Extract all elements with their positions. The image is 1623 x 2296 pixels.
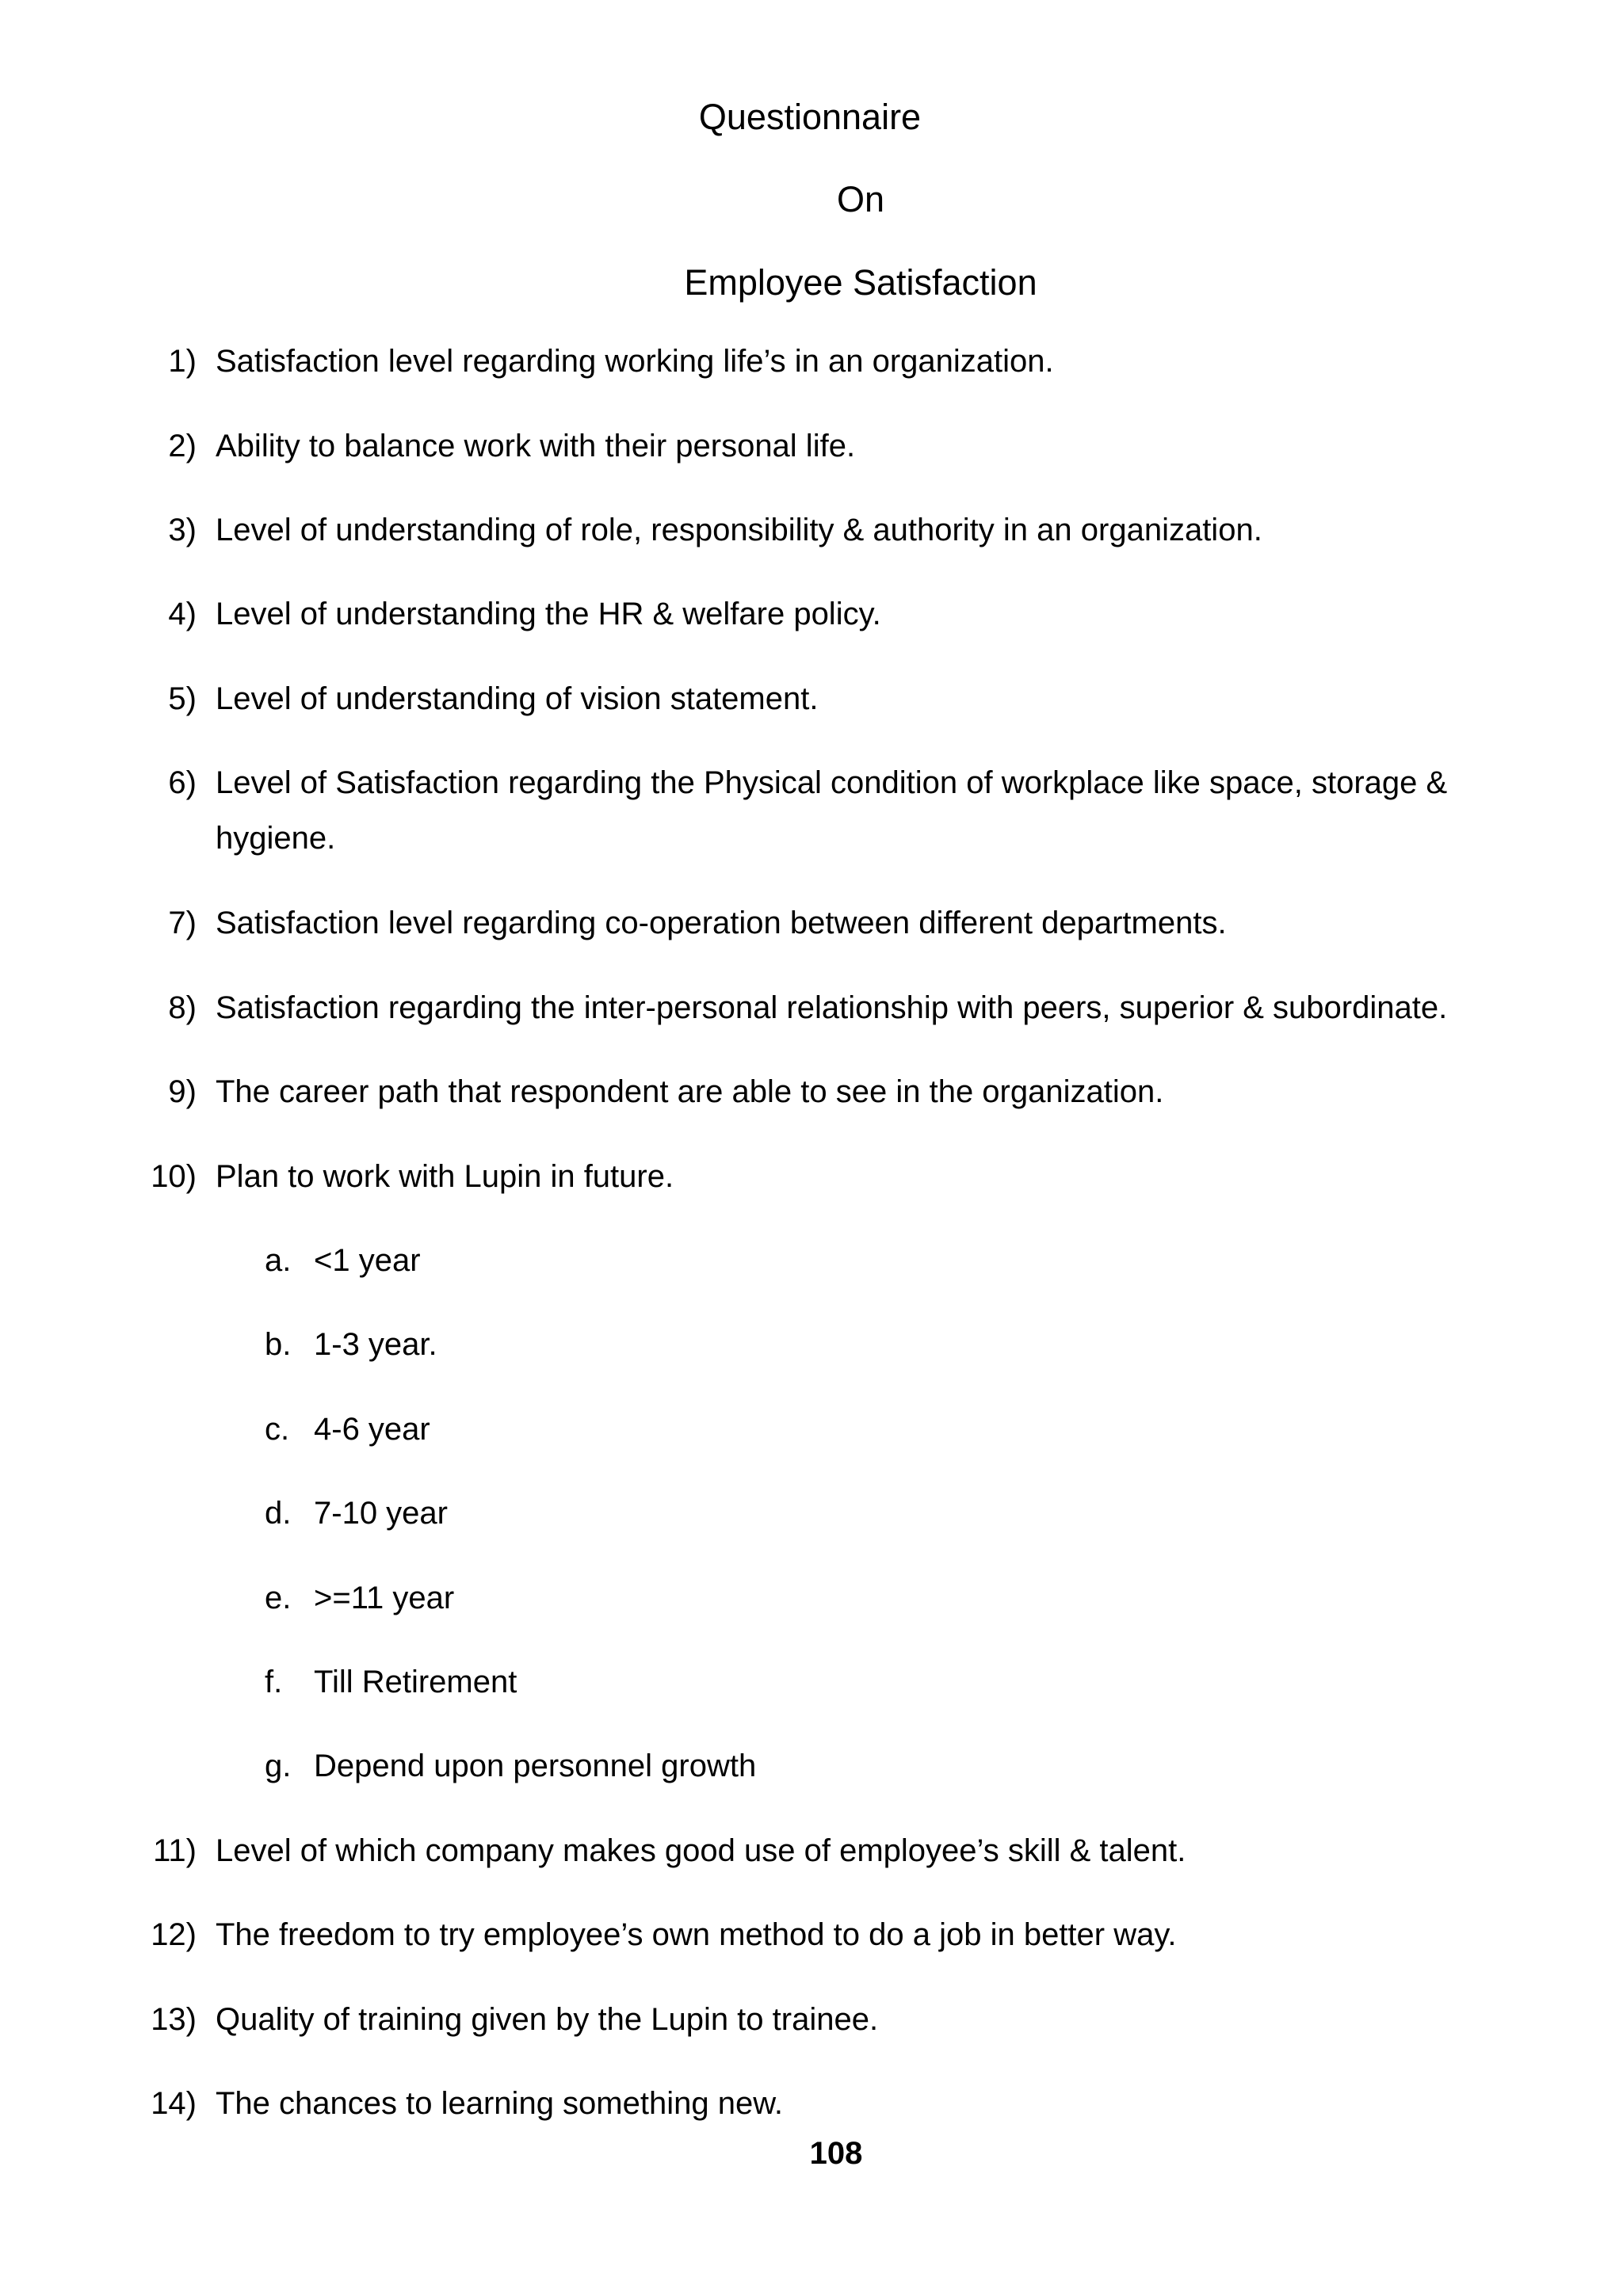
option-letter: e.	[265, 1581, 292, 1615]
question-number: 1)	[168, 344, 197, 379]
question-number: 10)	[151, 1159, 197, 1194]
title-on: On	[836, 179, 885, 219]
option-text: <1 year	[314, 1243, 421, 1278]
title-employee-satisfaction: Employee Satisfaction	[684, 262, 1037, 303]
option-text: 7-10 year	[314, 1496, 448, 1531]
question-text: The freedom to try employee’s own method to do a job in better way.	[216, 1917, 1177, 1952]
option-letter: b.	[265, 1327, 292, 1362]
question-text: Level of understanding of vision statement.	[216, 681, 819, 716]
option-letter: d.	[265, 1496, 292, 1531]
question-text: Satisfaction regarding the inter-personal relationship with peers, superior & subordinate.	[216, 990, 1448, 1025]
question-text: Ability to balance work with their personal life.	[216, 429, 856, 463]
option-letter: g.	[265, 1749, 292, 1783]
question-text: Satisfaction level regarding co-operation between different departments.	[216, 906, 1227, 940]
question-number: 7)	[168, 906, 197, 940]
question-text: Level of understanding the HR & welfare policy.	[216, 597, 881, 631]
question-number: 3)	[168, 513, 197, 547]
question-number: 8)	[168, 990, 197, 1025]
question-text: Quality of training given by the Lupin to trainee.	[216, 2002, 879, 2037]
option-text: 4-6 year	[314, 1412, 430, 1447]
question-text: Level of Satisfaction regarding the Physical condition of workplace like space, storage & hygiene.	[216, 765, 1448, 856]
question-text: Plan to work with Lupin in future.	[216, 1159, 674, 1194]
question-number: 12)	[151, 1917, 197, 1952]
question-number: 4)	[168, 597, 197, 631]
question-text: The career path that respondent are able to see in the organization.	[216, 1074, 1164, 1109]
question-text: The chances to learning something new.	[216, 2086, 783, 2121]
question-text: Level of understanding of role, responsibility & authority in an organization.	[216, 513, 1262, 547]
question-number: 11)	[153, 1833, 197, 1868]
question-number: 2)	[168, 429, 197, 463]
option-text: >=11 year	[314, 1581, 455, 1615]
option-text: Depend upon personnel growth	[314, 1749, 757, 1783]
option-text: 1-3 year.	[314, 1327, 437, 1362]
question-number: 14)	[151, 2086, 197, 2121]
question-number: 9)	[168, 1074, 197, 1109]
option-letter: a.	[265, 1243, 292, 1278]
question-number: 13)	[151, 2002, 197, 2037]
question-text: Satisfaction level regarding working life’s in an organization.	[216, 344, 1054, 379]
option-letter: c.	[265, 1412, 290, 1447]
question-number: 5)	[168, 681, 197, 716]
option-text: Till Retirement	[314, 1665, 517, 1699]
question-number: 6)	[168, 765, 197, 800]
page-number: 108	[809, 2136, 863, 2171]
option-letter: f.	[265, 1665, 283, 1699]
question-text: Level of which company makes good use of employee’s skill & talent.	[216, 1833, 1186, 1868]
title-questionnaire: Questionnaire	[698, 97, 922, 137]
